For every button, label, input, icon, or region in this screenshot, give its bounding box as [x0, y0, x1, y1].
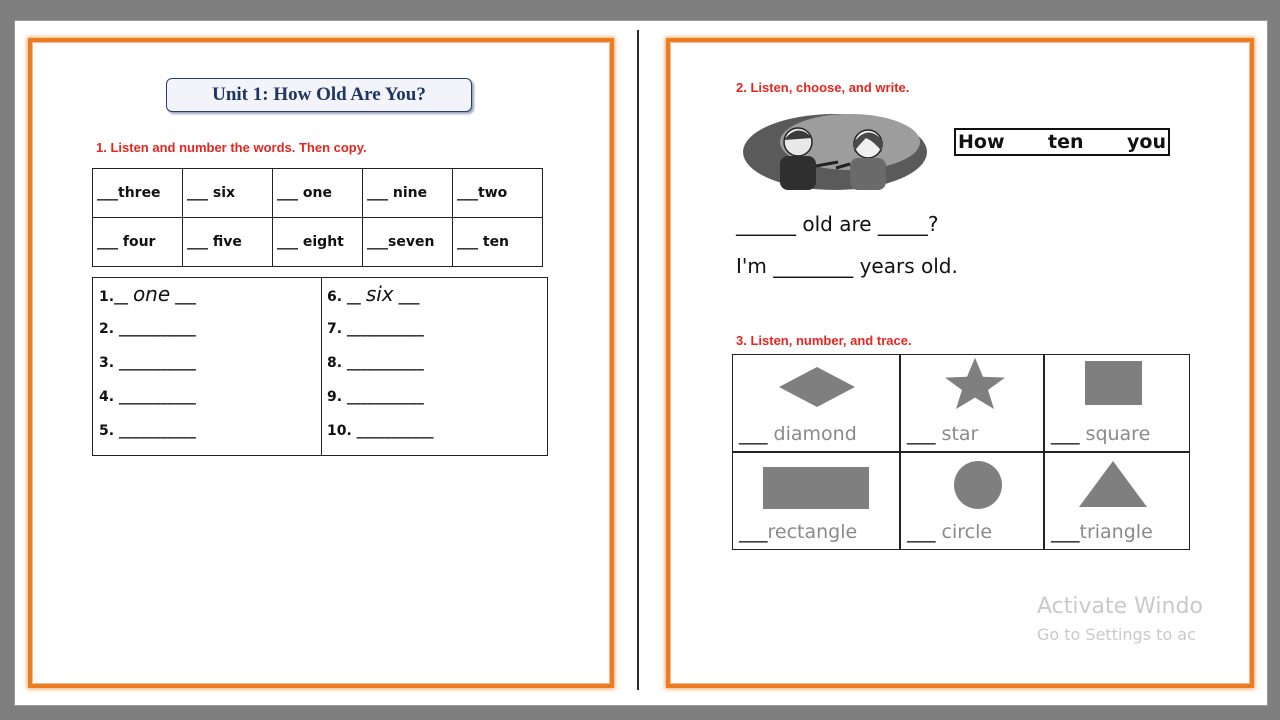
- boy-and-girl-illustration: [740, 112, 930, 192]
- answer-line-6: 6. __ six ___: [327, 282, 420, 306]
- diamond-icon: [733, 355, 901, 415]
- watermark-line2: Go to Settings to ac: [1037, 625, 1196, 644]
- shape-cell-triangle: [1044, 452, 1190, 550]
- page-title: Unit 1: How Old Are You?: [166, 78, 472, 112]
- answer-line-7: 7. ___________: [327, 321, 424, 337]
- square-icon: [1045, 355, 1191, 415]
- sentence-answer: I'm ________ years old.: [736, 254, 958, 278]
- word-cell: ___ four: [93, 218, 183, 267]
- rectangle-icon: [733, 453, 901, 513]
- word-grid-row: [93, 218, 543, 267]
- left-page: [28, 38, 614, 688]
- circle-icon: [901, 453, 1045, 513]
- shape-cell-square: [1044, 354, 1190, 452]
- shapes-grid: [732, 354, 1190, 550]
- section2-instruction: 2. Listen, choose, and write.: [736, 80, 910, 95]
- shape-cell-star: [900, 354, 1044, 452]
- answer-line-1: 1.__ one ___: [99, 282, 197, 306]
- word-cell: ___seven: [363, 218, 453, 267]
- section1-instruction: 1. Listen and number the words. Then copy.: [96, 140, 367, 155]
- word-cell: ___ ten: [453, 218, 543, 267]
- watermark-line1: Activate Windo: [1037, 594, 1203, 619]
- word-cell: ___ one: [273, 169, 363, 218]
- word-grid-row: [93, 169, 543, 218]
- shape-cell-diamond: [732, 354, 900, 452]
- answer-line-3: 3. ___________: [99, 355, 196, 371]
- section3-instruction: 3. Listen, number, and trace.: [736, 333, 912, 348]
- shape-label: ___triangle: [1051, 521, 1153, 543]
- word-cell: ___ six: [183, 169, 273, 218]
- shape-label: ___ star: [907, 423, 979, 445]
- activate-windows-watermark: [1037, 594, 1203, 644]
- answer-line-5: 5. ___________: [99, 423, 196, 439]
- answer-line-2: 2. ___________: [99, 321, 196, 337]
- answer-box: [92, 277, 548, 456]
- shape-cell-rectangle: [732, 452, 900, 550]
- answer-line-4: 4. ___________: [99, 389, 196, 405]
- answer-line-10: 10. ___________: [327, 423, 434, 439]
- answer-line-8: 8. ___________: [327, 355, 424, 371]
- shape-cell-circle: [900, 452, 1044, 550]
- answer-line-9: 9. ___________: [327, 389, 424, 405]
- word-cell: ___three: [93, 169, 183, 218]
- page-divider: [637, 30, 639, 690]
- word-choice: ten: [1048, 131, 1084, 153]
- word-cell: ___two: [453, 169, 543, 218]
- word-choice: you: [1127, 131, 1166, 153]
- word-cell: ___ five: [183, 218, 273, 267]
- shape-label: ___ circle: [907, 521, 993, 543]
- triangle-icon: [1045, 453, 1191, 513]
- word-grid: [92, 168, 543, 267]
- sentence-question: ______ old are _____?: [736, 212, 939, 236]
- answer-column-right: [321, 278, 547, 455]
- shape-label: ___ square: [1051, 423, 1151, 445]
- right-page: [666, 38, 1254, 688]
- word-cell: ___ nine: [363, 169, 453, 218]
- answer-column-left: [93, 278, 322, 455]
- word-choice: How: [958, 131, 1005, 153]
- word-choice-box: [954, 128, 1170, 156]
- star-icon: [901, 355, 1045, 415]
- word-cell: ___ eight: [273, 218, 363, 267]
- shape-label: ___rectangle: [739, 521, 858, 543]
- shape-label: ___ diamond: [739, 423, 857, 445]
